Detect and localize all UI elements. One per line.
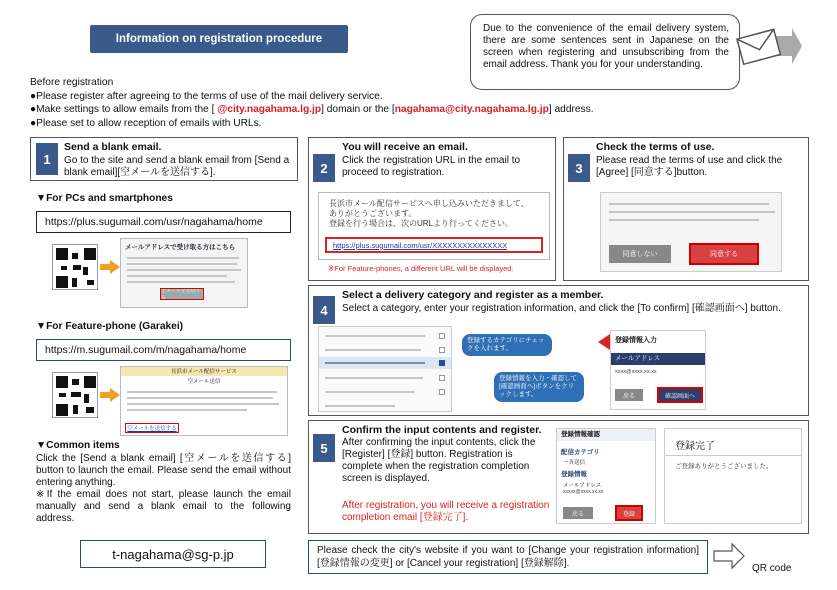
step4-title: Select a delivery category and register as a member.	[342, 289, 604, 301]
step5-red-note: After registration, you will receive a registration completion email [登録完了].	[342, 500, 550, 523]
before-line-2-c: ] address.	[548, 104, 594, 115]
step1-title: Send a blank email.	[64, 141, 162, 153]
step5-number: 5	[313, 434, 335, 462]
before-line-2-a: ●Make settings to allow emails from the [	[30, 104, 215, 115]
common-heading: ▼Common items	[36, 440, 120, 451]
fp-heading: ▼For Feature-phone (Garakei)	[36, 321, 184, 332]
step5-body: After confirming the input contents, click the [Register] [登録] button. Registration is complete when the registration completion screen is displayed.	[342, 437, 536, 484]
fp-site-thumbnail	[120, 366, 288, 436]
email-preview-text	[329, 199, 529, 229]
register-button[interactable]: 登録	[615, 505, 643, 521]
category-list-preview	[318, 326, 452, 412]
confirm-title: 登録情報確認	[557, 429, 655, 441]
before-heading: Before registration	[30, 77, 114, 88]
page-title: Information on registration procedure	[90, 25, 348, 53]
mail-line-3: 登録を行う場合は、次のURLより行ってください。	[329, 219, 514, 228]
arrow-right-icon	[110, 260, 120, 274]
step4-number: 4	[313, 296, 335, 324]
step4-body: Select a category, enter your registration information, and click the [To confirm] [確認画面へ] button.	[342, 302, 781, 314]
japanese-notice: Due to the convenience of the email delivery system, there are some sentences sent in Japanese on the screen when registering and unsubscribing from the email address. Thank you for your understanding.	[470, 14, 740, 90]
to-confirm-button[interactable]: 確認画面へ	[657, 387, 703, 403]
confirm-mail-value: xxxxx@xxxx.xx.xx	[563, 489, 604, 495]
thumb-fp-sub: 空メール送信	[187, 379, 221, 385]
fp-url[interactable]: https://m.sugumail.com/m/nagahama/home	[36, 339, 291, 361]
arrow-bar	[100, 392, 110, 398]
step5-text	[342, 424, 550, 485]
common-body-1: Click the [Send a blank email] [空メールを送信する] button to launch the email. Please send the email without entering anything.	[36, 453, 291, 488]
domain-text: @city.nagahama.lg.jp	[214, 104, 322, 115]
blank-email-address[interactable]: t-nagahama@sg-p.jp	[80, 540, 266, 568]
category-tip-bubble: 登録するカテゴリにチェックを入れます。	[462, 334, 552, 356]
email-preview	[318, 192, 550, 260]
arrow-right-outline-icon	[712, 542, 746, 570]
fp-qr-code	[52, 372, 98, 418]
step2-body: Click the registration URL in the email to proceed to registration.	[342, 154, 521, 178]
envelope-arrow-icon	[734, 22, 802, 78]
completion-preview	[664, 428, 802, 524]
step4-text	[342, 289, 806, 315]
input-tip-bubble: 登録情報を入力・確認して[確認画面へ]ボタンをクリックします。	[494, 372, 584, 402]
form-field-label: メールアドレス	[611, 353, 705, 365]
step2-title: You will receive an email.	[342, 141, 468, 153]
agree-button[interactable]: 同意する	[689, 243, 759, 265]
confirm-category: 配信カテゴリ	[561, 449, 600, 456]
arrow-right-icon	[110, 388, 120, 402]
step1-body: Go to the site and send a blank email from [Send a blank email][空メールを送信する].	[64, 154, 290, 178]
completion-body: ご登録ありがとうございました。	[675, 463, 773, 470]
thumb-fp-title: 長浜市メール配信サービス	[121, 367, 287, 376]
step3-body: Please read the terms of use and click the [Agree] [同意する]button.	[596, 154, 783, 178]
step3-text	[596, 141, 806, 180]
confirm-category-value: 一斉送信	[563, 460, 586, 466]
qr-code-label: QR code	[752, 563, 792, 574]
pc-qr-code	[52, 244, 98, 290]
before-registration	[30, 76, 650, 130]
registration-form-preview	[610, 330, 706, 410]
arrow-bar	[100, 264, 110, 270]
step2-text	[342, 141, 552, 180]
mail-line-2: ありがとうございます。	[329, 209, 417, 218]
step1-number: 1	[36, 143, 58, 175]
step3-title: Check the terms of use.	[596, 141, 715, 153]
common-body	[36, 453, 291, 525]
common-body-2: ※If the email does not start, please launch the email manually and send a blank email to the following address.	[36, 489, 291, 524]
registration-url-link[interactable]: https://plus.sugumail.com/usr/XXXXXXXXXXXXXXX	[325, 237, 543, 253]
disagree-button[interactable]: 同意しない	[609, 245, 671, 263]
thumb-pc-button: 空メールを送信する	[161, 289, 203, 299]
before-line-1: ●Please register after agreeing to the terms of use of the mail delivery service.	[30, 90, 383, 102]
pc-url[interactable]: https://plus.sugumail.com/usr/nagahama/home	[36, 211, 291, 233]
footer-note: Please check the city's website if you want to [Change your registration information] [登録情報の変更] or [Cancel your registration] [登録解除].	[308, 540, 708, 574]
before-line-2	[30, 103, 650, 117]
confirm-mail-label: メールアドレス	[563, 483, 602, 489]
confirm-info: 登録情報	[561, 471, 587, 478]
before-line-2-b: ] domain or the [	[321, 104, 395, 115]
address-text: nagahama@city.nagahama.lg.jp	[394, 104, 549, 115]
form-field-value: xxxx@xxxx.xx.xx	[615, 369, 657, 375]
terms-preview	[600, 192, 782, 272]
completion-title: 登録完了	[675, 441, 715, 452]
thumb-fp-button: 空メールを送信する	[125, 423, 179, 433]
step2-number: 2	[313, 154, 335, 182]
before-line-3: ●Please set to allow reception of emails with URLs.	[30, 117, 262, 129]
form-back-button[interactable]: 戻る	[615, 389, 643, 401]
confirm-preview	[556, 428, 656, 524]
pc-site-thumbnail	[120, 238, 248, 308]
confirm-back-button[interactable]: 戻る	[563, 507, 593, 519]
mail-line-1: 長浜市メール配信サービスへ申し込みいただきまして、	[329, 199, 529, 208]
step2-note: ※For Feature-phones, a different URL will be displayed.	[328, 264, 514, 273]
step3-number: 3	[568, 154, 590, 182]
step5-title: Confirm the input contents and register.	[342, 424, 542, 436]
thumb-pc-title: メールアドレスで受け取る方はこちら	[125, 244, 236, 251]
pc-heading: ▼For PCs and smartphones	[36, 193, 173, 204]
step1-text	[64, 141, 296, 180]
form-title: 登録情報入力	[615, 337, 657, 344]
